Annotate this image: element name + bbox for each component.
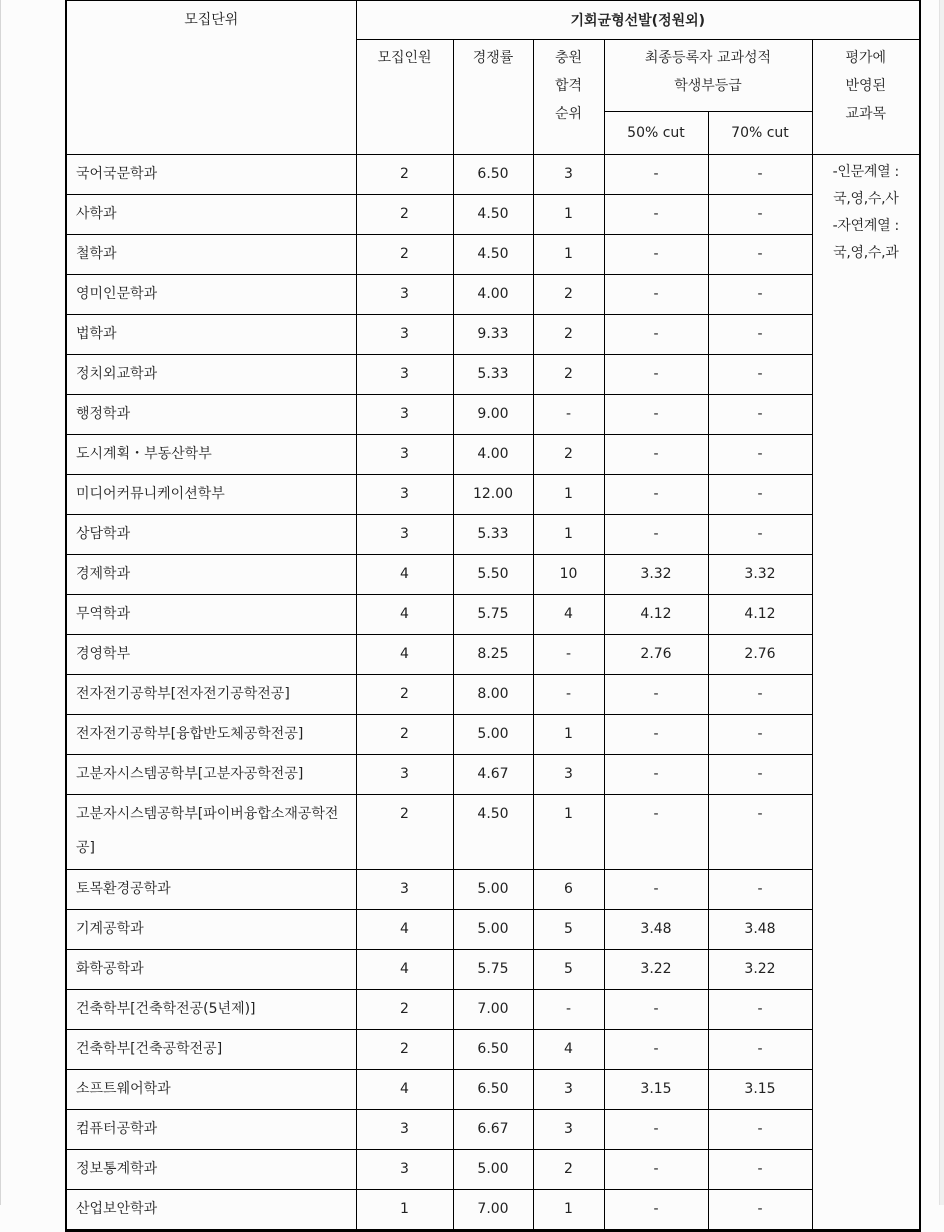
- unit-cell: 고분자시스템공학부[고분자공학전공]: [66, 755, 356, 795]
- unit-cell: 토목환경공학과: [66, 870, 356, 910]
- subjects-note-line: 국,영,수,사: [833, 191, 899, 207]
- table-row: [66, 475, 920, 515]
- header-unit: 모집단위: [66, 1, 356, 155]
- cut50-cell: 2.76: [604, 635, 708, 675]
- cut70-cell: -: [708, 315, 812, 355]
- unit-cell: 건축학부[건축학전공(5년제)]: [66, 990, 356, 1030]
- competition-rate-cell: 4.67: [453, 755, 533, 795]
- recruit-count-cell: 3: [356, 395, 453, 435]
- table-row: [66, 870, 920, 910]
- recruit-count-cell: 2: [356, 155, 453, 195]
- table-row: [66, 1150, 920, 1190]
- waitlist-rank-cell: 1: [533, 1190, 604, 1231]
- cut50-cell: -: [604, 195, 708, 235]
- table-row: [66, 1190, 920, 1231]
- table-row: [66, 355, 920, 395]
- cut70-cell: -: [708, 515, 812, 555]
- header-waitlist-rank: [533, 40, 604, 155]
- recruit-count-cell: 1: [356, 1190, 453, 1231]
- header-final-grade-line: 최종등록자 교과성적: [644, 50, 772, 66]
- cut50-cell: -: [604, 990, 708, 1030]
- unit-cell: 정보통계학과: [66, 1150, 356, 1190]
- cut50-cell: 3.15: [604, 1070, 708, 1110]
- waitlist-rank-cell: 3: [533, 155, 604, 195]
- waitlist-rank-cell: 1: [533, 715, 604, 755]
- waitlist-rank-cell: 5: [533, 910, 604, 950]
- cut50-cell: -: [604, 870, 708, 910]
- recruit-count-cell: 3: [356, 1150, 453, 1190]
- header-competition-rate: 경쟁률: [453, 40, 533, 155]
- cut70-cell: -: [708, 155, 812, 195]
- table-row: [66, 515, 920, 555]
- cut70-cell: 3.22: [708, 950, 812, 990]
- competition-rate-cell: 6.67: [453, 1110, 533, 1150]
- cut70-cell: -: [708, 755, 812, 795]
- recruit-count-cell: 3: [356, 475, 453, 515]
- cut50-cell: -: [604, 1190, 708, 1231]
- waitlist-rank-cell: 4: [533, 595, 604, 635]
- cut70-cell: -: [708, 1030, 812, 1070]
- cut50-cell: -: [604, 475, 708, 515]
- waitlist-rank-cell: 6: [533, 870, 604, 910]
- unit-cell: 전자전기공학부[전자전기공학전공]: [66, 675, 356, 715]
- table-row: [66, 715, 920, 755]
- unit-cell: 화학공학과: [66, 950, 356, 990]
- cut70-cell: 3.32: [708, 555, 812, 595]
- subjects-note-line: -인문계열 :: [832, 164, 899, 180]
- competition-rate-cell: 7.00: [453, 990, 533, 1030]
- table-row: [66, 950, 920, 990]
- cut50-cell: -: [604, 355, 708, 395]
- header-final-grade-line: 학생부등급: [674, 78, 742, 94]
- cut50-cell: 4.12: [604, 595, 708, 635]
- recruit-count-cell: 3: [356, 275, 453, 315]
- cut50-cell: -: [604, 755, 708, 795]
- competition-rate-cell: 8.25: [453, 635, 533, 675]
- competition-rate-cell: 5.00: [453, 1150, 533, 1190]
- table-row: [66, 155, 920, 195]
- cut70-cell: -: [708, 355, 812, 395]
- table-row: [66, 1030, 920, 1070]
- cut50-cell: 3.32: [604, 555, 708, 595]
- recruit-count-cell: 4: [356, 950, 453, 990]
- unit-cell: 영미인문학과: [66, 275, 356, 315]
- recruit-count-cell: 2: [356, 990, 453, 1030]
- waitlist-rank-cell: 10: [533, 555, 604, 595]
- scrollbar[interactable]: [939, 0, 944, 1205]
- waitlist-rank-cell: 3: [533, 1110, 604, 1150]
- waitlist-rank-cell: -: [533, 675, 604, 715]
- cut70-cell: 4.12: [708, 595, 812, 635]
- competition-rate-cell: 5.00: [453, 870, 533, 910]
- waitlist-rank-cell: 2: [533, 275, 604, 315]
- competition-rate-cell: 6.50: [453, 1030, 533, 1070]
- unit-cell: 철학과: [66, 235, 356, 275]
- unit-cell: 경제학과: [66, 555, 356, 595]
- competition-rate-cell: 9.33: [453, 315, 533, 355]
- header-recruit-count: 모집인원: [356, 40, 453, 155]
- table-row: [66, 675, 920, 715]
- competition-rate-cell: 4.50: [453, 195, 533, 235]
- table-row: [66, 635, 920, 675]
- header-subjects-line: 평가에: [845, 50, 887, 66]
- table-row: [66, 275, 920, 315]
- cut50-cell: -: [604, 675, 708, 715]
- table-row: [66, 1110, 920, 1150]
- recruit-count-cell: 2: [356, 715, 453, 755]
- recruit-count-cell: 3: [356, 755, 453, 795]
- cut70-cell: -: [708, 1110, 812, 1150]
- competition-rate-cell: 4.50: [453, 235, 533, 275]
- table-row: [66, 235, 920, 275]
- unit-cell: 무역학과: [66, 595, 356, 635]
- unit-cell: 경영학부: [66, 635, 356, 675]
- waitlist-rank-cell: 1: [533, 195, 604, 235]
- unit-cell: 건축학부[건축공학전공]: [66, 1030, 356, 1070]
- competition-rate-cell: 9.00: [453, 395, 533, 435]
- recruit-count-cell: 3: [356, 1110, 453, 1150]
- competition-rate-cell: 7.00: [453, 1190, 533, 1231]
- header-cut-50: 50% cut: [604, 112, 708, 155]
- cut50-cell: -: [604, 515, 708, 555]
- waitlist-rank-cell: 4: [533, 1030, 604, 1070]
- cut70-cell: -: [708, 870, 812, 910]
- unit-cell: 전자전기공학부[융합반도체공학전공]: [66, 715, 356, 755]
- table-header: [66, 1, 920, 155]
- waitlist-rank-cell: 2: [533, 315, 604, 355]
- table-row: [66, 595, 920, 635]
- cut50-cell: -: [604, 715, 708, 755]
- subjects-note-cell: [812, 155, 920, 1231]
- waitlist-rank-cell: 3: [533, 755, 604, 795]
- recruit-count-cell: 3: [356, 435, 453, 475]
- header-waitlist-rank-line: 합격: [554, 78, 583, 94]
- header-waitlist-rank-line: 충원: [554, 50, 583, 66]
- cut50-cell: -: [604, 235, 708, 275]
- unit-cell: 고분자시스템공학부[파이버융합소재공학전공]: [66, 795, 356, 870]
- table-body: [66, 155, 920, 1231]
- recruit-count-cell: 4: [356, 595, 453, 635]
- unit-cell: 기계공학과: [66, 910, 356, 950]
- competition-rate-cell: 6.50: [453, 155, 533, 195]
- recruit-count-cell: 4: [356, 635, 453, 675]
- recruit-count-cell: 2: [356, 235, 453, 275]
- recruit-count-cell: 4: [356, 910, 453, 950]
- unit-cell: 행정학과: [66, 395, 356, 435]
- cut70-cell: -: [708, 715, 812, 755]
- cut70-cell: -: [708, 795, 812, 870]
- cut70-cell: 3.48: [708, 910, 812, 950]
- cut70-cell: -: [708, 195, 812, 235]
- recruit-count-cell: 3: [356, 870, 453, 910]
- table-row: [66, 755, 920, 795]
- waitlist-rank-cell: 5: [533, 950, 604, 990]
- header-subjects-line: 교과목: [845, 106, 887, 122]
- header-subjects-line: 반영된: [845, 78, 887, 94]
- recruit-count-cell: 3: [356, 315, 453, 355]
- cut70-cell: -: [708, 675, 812, 715]
- recruit-count-cell: 4: [356, 555, 453, 595]
- waitlist-rank-cell: 1: [533, 235, 604, 275]
- table-row: [66, 910, 920, 950]
- unit-cell: 산업보안학과: [66, 1190, 356, 1231]
- header-group-title: 기회균형선발(정원외): [356, 1, 920, 40]
- competition-rate-cell: 4.00: [453, 275, 533, 315]
- header-waitlist-rank-line: 순위: [554, 106, 583, 122]
- cut50-cell: -: [604, 395, 708, 435]
- waitlist-rank-cell: 1: [533, 515, 604, 555]
- header-subjects: [812, 40, 920, 155]
- waitlist-rank-cell: 1: [533, 475, 604, 515]
- competition-rate-cell: 5.33: [453, 355, 533, 395]
- cut50-cell: -: [604, 435, 708, 475]
- table-row: [66, 990, 920, 1030]
- cut70-cell: -: [708, 435, 812, 475]
- subjects-note-line: 국,영,수,과: [833, 245, 899, 261]
- cut70-cell: 2.76: [708, 635, 812, 675]
- header-cut-70: 70% cut: [708, 112, 812, 155]
- waitlist-rank-cell: 1: [533, 795, 604, 870]
- table-row: [66, 1070, 920, 1110]
- recruit-count-cell: 2: [356, 1030, 453, 1070]
- waitlist-rank-cell: -: [533, 395, 604, 435]
- table-row: [66, 195, 920, 235]
- cut70-cell: -: [708, 395, 812, 435]
- cut70-cell: -: [708, 1150, 812, 1190]
- competition-rate-cell: 5.75: [453, 950, 533, 990]
- cut50-cell: -: [604, 155, 708, 195]
- recruit-count-cell: 2: [356, 675, 453, 715]
- cut50-cell: 3.48: [604, 910, 708, 950]
- admissions-results-table: [65, 0, 921, 1232]
- cut50-cell: -: [604, 275, 708, 315]
- table-row: [66, 795, 920, 870]
- unit-cell: 상담학과: [66, 515, 356, 555]
- unit-cell: 컴퓨터공학과: [66, 1110, 356, 1150]
- cut70-cell: -: [708, 1190, 812, 1231]
- table-row: [66, 315, 920, 355]
- unit-cell: 사학과: [66, 195, 356, 235]
- waitlist-rank-cell: -: [533, 635, 604, 675]
- recruit-count-cell: 3: [356, 355, 453, 395]
- unit-cell: 미디어커뮤니케이션학부: [66, 475, 356, 515]
- competition-rate-cell: 4.50: [453, 795, 533, 870]
- table-row: [66, 435, 920, 475]
- cut70-cell: -: [708, 235, 812, 275]
- cut70-cell: -: [708, 990, 812, 1030]
- waitlist-rank-cell: 3: [533, 1070, 604, 1110]
- waitlist-rank-cell: 2: [533, 355, 604, 395]
- waitlist-rank-cell: 2: [533, 1150, 604, 1190]
- competition-rate-cell: 8.00: [453, 675, 533, 715]
- unit-cell: 법학과: [66, 315, 356, 355]
- competition-rate-cell: 5.00: [453, 715, 533, 755]
- cut50-cell: -: [604, 1110, 708, 1150]
- subjects-note-line: -자연계열 :: [832, 218, 899, 234]
- cut50-cell: -: [604, 1150, 708, 1190]
- unit-cell: 소프트웨어학과: [66, 1070, 356, 1110]
- competition-rate-cell: 5.33: [453, 515, 533, 555]
- cut50-cell: -: [604, 1030, 708, 1070]
- unit-cell: 국어국문학과: [66, 155, 356, 195]
- cut50-cell: -: [604, 795, 708, 870]
- table-row: [66, 395, 920, 435]
- competition-rate-cell: 5.00: [453, 910, 533, 950]
- recruit-count-cell: 2: [356, 795, 453, 870]
- cut70-cell: -: [708, 275, 812, 315]
- recruit-count-cell: 4: [356, 1070, 453, 1110]
- recruit-count-cell: 2: [356, 195, 453, 235]
- cut50-cell: -: [604, 315, 708, 355]
- competition-rate-cell: 5.75: [453, 595, 533, 635]
- unit-cell: 도시계획・부동산학부: [66, 435, 356, 475]
- header-final-grade: [604, 40, 812, 112]
- competition-rate-cell: 5.50: [453, 555, 533, 595]
- competition-rate-cell: 12.00: [453, 475, 533, 515]
- cut70-cell: -: [708, 475, 812, 515]
- cut70-cell: 3.15: [708, 1070, 812, 1110]
- competition-rate-cell: 6.50: [453, 1070, 533, 1110]
- recruit-count-cell: 3: [356, 515, 453, 555]
- waitlist-rank-cell: -: [533, 990, 604, 1030]
- cut50-cell: 3.22: [604, 950, 708, 990]
- waitlist-rank-cell: 2: [533, 435, 604, 475]
- unit-cell: 정치외교학과: [66, 355, 356, 395]
- competition-rate-cell: 4.00: [453, 435, 533, 475]
- table-row: [66, 555, 920, 595]
